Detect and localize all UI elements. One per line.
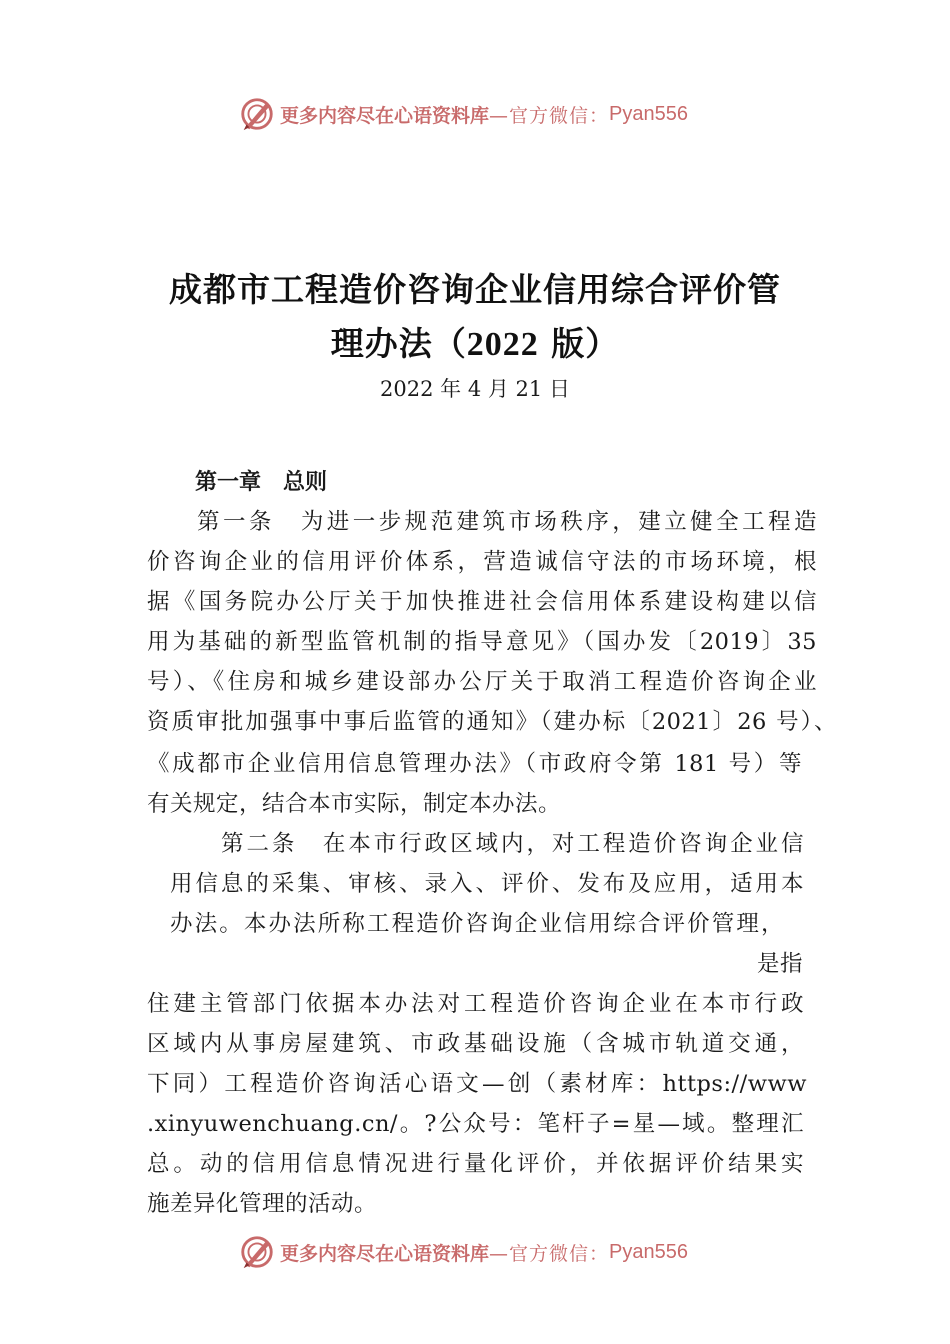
- body-line: 是指: [757, 951, 804, 977]
- footer-banner: [238, 1232, 688, 1272]
- title-year: 2022: [466, 326, 539, 363]
- body-line: 第一条 为进一步规范建筑市场秩序，建立健全工程造: [197, 509, 817, 535]
- body-line: 用信息的采集、审核、录入、评价、发布及应用，适用本: [170, 871, 804, 897]
- chapter-heading: 第一章 总则: [195, 470, 328, 495]
- pen-logo-icon: [238, 1233, 276, 1271]
- title-prefix: 理办法（: [330, 324, 467, 363]
- body-line: 第二条 在本市行政区域内，对工程造价咨询企业信: [221, 831, 804, 857]
- body-line: 据《国务院办公厅关于加快推进社会信用体系建设构建以信: [147, 589, 817, 615]
- body-line: .xinyuwenchuang.cn/。?公众号：笔杆子=星—域。整理汇: [147, 1111, 804, 1137]
- title-suffix: 版）: [538, 324, 620, 363]
- body-line: 用为基础的新型监管机制的指导意见》（国办发〔2019〕35: [147, 629, 817, 655]
- body-line: 《成都市企业信用信息管理办法》（市政府令第 181 号）等: [147, 751, 802, 777]
- banner-text: 更多内容尽在心语资料库: [280, 1242, 490, 1265]
- document-date: 2022 年 4 月 21 日: [380, 377, 570, 401]
- body-line: 价咨询企业的信用评价体系，营造诚信守法的市场环境，根: [147, 549, 817, 575]
- body-line: 办法。本办法所称工程造价咨询企业信用综合评价管理，: [170, 911, 784, 937]
- body-line: 号）、《住房和城乡建设部办公厅关于取消工程造价咨询企业: [147, 669, 817, 695]
- banner-text: 更多内容尽在心语资料库: [280, 104, 490, 127]
- header-banner: [238, 94, 688, 134]
- body-line: 施差异化管理的活动。: [147, 1191, 378, 1217]
- body-line: 资质审批加强事中事后监管的通知》（建办标〔2021〕26 号）、: [147, 709, 837, 735]
- banner-wechat-id: Pyan556: [609, 102, 688, 125]
- document-title-line-1: 成都市工程造价咨询企业信用综合评价管: [169, 270, 781, 309]
- body-line: 下同）工程造价咨询活心语文—创（素材库：https://www: [147, 1071, 807, 1097]
- body-line: 区域内从事房屋建筑、市政基础设施（含城市轨道交通，: [147, 1031, 804, 1057]
- banner-wechat-id: Pyan556: [609, 1240, 688, 1263]
- body-line: 总。动的信用信息情况进行量化评价，并依据评价结果实: [147, 1151, 804, 1177]
- document-title-line-2: [0, 318, 950, 365]
- banner-wechat-label: —官方微信：: [489, 1242, 610, 1265]
- pen-logo-icon: [238, 95, 276, 133]
- banner-wechat-label: —官方微信：: [489, 104, 610, 127]
- body-line: 有关规定，结合本市实际，制定本办法。: [147, 791, 562, 817]
- body-line: 住建主管部门依据本办法对工程造价咨询企业在本市行政: [147, 991, 804, 1017]
